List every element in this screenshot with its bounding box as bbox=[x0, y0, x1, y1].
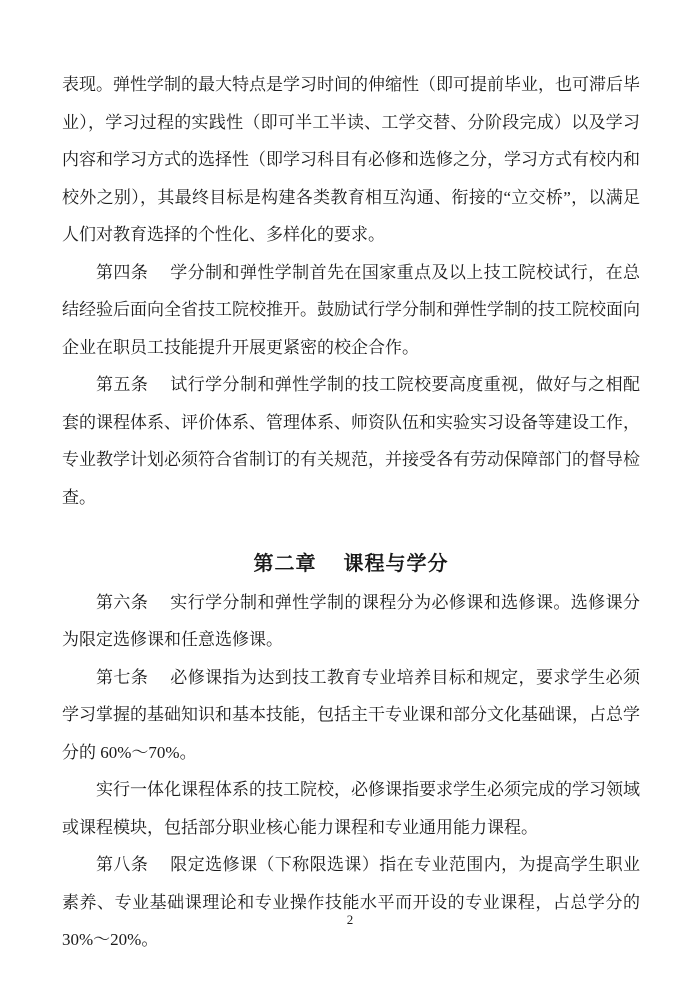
page-footer bbox=[0, 910, 700, 930]
body-paragraph-integrated-curriculum: 实行一体化课程体系的技工院校，必修课指要求学生必须完成的学习领域或课程模块，包括部分职业核心能力课程和专业通用能力课程。 bbox=[62, 780, 640, 837]
body-paragraph-continuation: 表现。弹性学制的最大特点是学习时间的伸缩性（即可提前毕业，也可滞后毕业），学习过程的实践性（即可半工半读、工学交替、分阶段完成）以及学习内容和学习方式的选择性（即学习科目有必修和选修之分，学习方式有校内和校外之别），其最终目标是构建各类教育相互沟通、衔接的“立交桥”，以满足人们对教育选择的个性化、多样化的要求。 bbox=[62, 75, 640, 244]
page-number: 2 bbox=[346, 912, 354, 927]
body-paragraph-article-7: 第七条 必修课指为达到技工教育专业培养目标和规定，要求学生必须学习掌握的基础知识和基本技能，包括主干专业课和部分文化基础课，占总学分的 60%～70%。 bbox=[62, 667, 640, 762]
body-paragraph-article-8: 第八条 限定选修课（下称限选课）指在专业范围内，为提高学生职业素养、专业基础课理论和专业操作技能水平而开设的专业课程，占总学分的 30%～20%。 bbox=[62, 855, 640, 949]
document-content bbox=[62, 66, 640, 959]
body-paragraph-article-4: 第四条 学分制和弹性学制首先在国家重点及以上技工院校试行，在总结经验后面向全省技工院校推开。鼓励试行学分制和弹性学制的技工院校面向企业在职员工技能提升开展更紧密的校企合作。 bbox=[62, 262, 640, 357]
body-paragraph-article-5: 第五条 试行学分制和弹性学制的技工院校要高度重视，做好与之相配套的课程体系、评价体系、管理体系、师资队伍和实验实习设备等建设工作，专业教学计划必须符合省制订的有关规范，并接受各有劳动保障部门的督导检查。 bbox=[62, 375, 640, 507]
chapter-heading: 第二章 课程与学分 bbox=[253, 553, 449, 575]
body-paragraph-article-6: 第六条 实行学分制和弹性学制的课程分为必修课和选修课。选修课分为限定选修课和任意选修课。 bbox=[62, 592, 640, 649]
